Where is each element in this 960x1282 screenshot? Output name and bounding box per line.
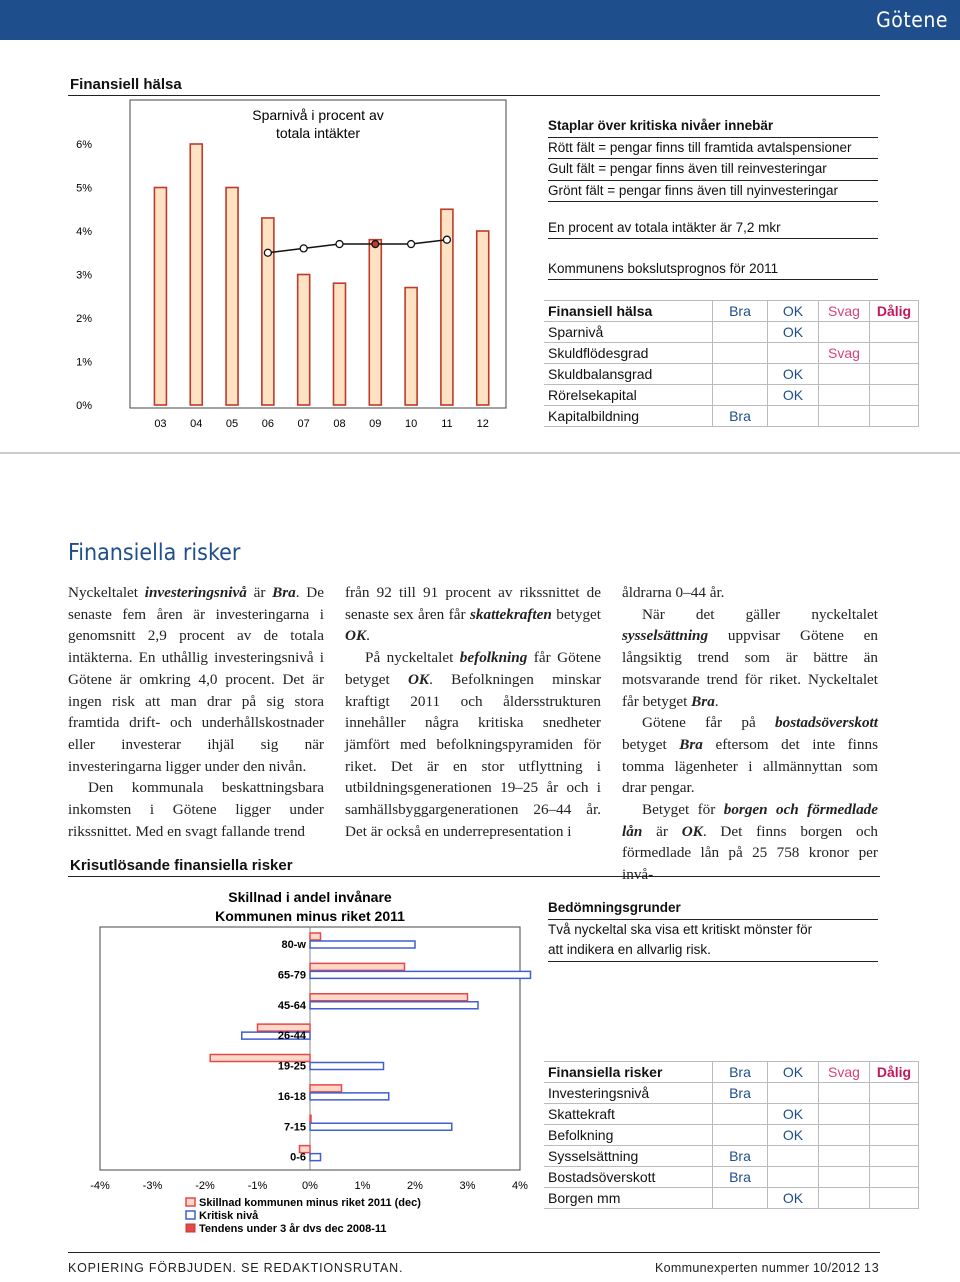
x-tick-label: 2% [407, 1180, 423, 1192]
rating-row [544, 1125, 919, 1146]
rating-header-0: Finansiella risker [544, 1062, 713, 1083]
x-tick-label: 06 [261, 418, 274, 430]
bar [405, 288, 417, 405]
rating-empty-cell [870, 322, 919, 343]
rating-empty-cell [713, 364, 768, 385]
x-tick-label: 3% [459, 1180, 476, 1192]
rating-header-3: Svag [819, 1062, 870, 1083]
rating-label: Skattekraft [544, 1104, 713, 1125]
age-group-label: 7-15 [283, 1121, 306, 1134]
rating-row [544, 364, 919, 385]
rating-header-1: Bra [713, 1062, 768, 1083]
rating-empty-cell [870, 364, 919, 385]
rating-value: OK [768, 1125, 819, 1146]
rating-value: Svag [819, 343, 870, 364]
difference-bar [310, 1154, 321, 1161]
rating-header-1: Bra [713, 301, 768, 322]
rating-header-4: Dålig [870, 1062, 919, 1083]
rating-value: Bra [713, 1083, 768, 1104]
rating-header-2: OK [768, 301, 819, 322]
rating-value: Bra [713, 406, 768, 427]
difference-bar [310, 1123, 452, 1130]
text-column-2 [345, 582, 601, 842]
trend-bar [310, 1085, 342, 1092]
rating-empty-cell [870, 1083, 919, 1104]
trend-bar [310, 1115, 311, 1122]
text-column-1 [68, 582, 324, 842]
chart-subtitle: totala intäkter [275, 125, 361, 141]
trend-bar [310, 963, 405, 970]
rating-value: Bra [713, 1167, 768, 1188]
rating-label: Kapitalbildning [544, 406, 713, 427]
savings-chart [70, 98, 516, 440]
page-separator [0, 452, 960, 454]
x-tick-label: 4% [512, 1180, 528, 1192]
difference-bar [310, 971, 531, 978]
rating-label: Rörelsekapital [544, 385, 713, 406]
rating-value: OK [768, 1188, 819, 1209]
rating-empty-cell [819, 385, 870, 406]
legend-box [548, 116, 878, 202]
x-tick-label: 10 [404, 418, 418, 430]
rating-empty-cell [713, 1125, 768, 1146]
rating-empty-cell [819, 1104, 870, 1125]
y-tick-label: 4% [76, 226, 92, 238]
legend-swatch-trend [186, 1224, 195, 1232]
rating-empty-cell [713, 1104, 768, 1125]
rating-value: OK [768, 385, 819, 406]
x-tick-label: 1% [354, 1180, 371, 1192]
assessment-line-2: att indikera en allvarlig risk. [548, 940, 878, 962]
difference-bar [310, 1002, 478, 1009]
rating-row [544, 322, 919, 343]
note-percent: En procent av totala intäkter är 7,2 mkr [548, 220, 878, 239]
rating-header-2: OK [768, 1062, 819, 1083]
x-tick-label: 12 [476, 418, 489, 430]
section-divider [68, 876, 880, 877]
bar [298, 275, 310, 406]
x-tick-label: -2% [195, 1180, 215, 1192]
trend-point [372, 241, 379, 248]
rating-empty-cell [768, 343, 819, 364]
chart-subtitle: Kommunen minus riket 2011 [215, 908, 405, 924]
rating-label: Borgen mm [544, 1188, 713, 1209]
chart-legend [186, 1197, 421, 1235]
paragraph: Betyget för borgen och förmedlade lån är OK. Det finns borgen och förmedlade lån på 25 758 kronor per invå- [622, 801, 878, 884]
y-tick-label: 1% [76, 356, 92, 369]
age-group-label: 80-w [281, 939, 306, 951]
rating-empty-cell [870, 406, 919, 427]
rating-row [544, 1104, 919, 1125]
rating-empty-cell [870, 1104, 919, 1125]
legend-yellow: Gult fält = pengar finns även till reinvesteringar [548, 159, 878, 181]
x-tick-label: 08 [333, 418, 346, 430]
paragraph: Nyckeltalet investeringsnivå är Bra. De senaste fem åren är investeringarna i genomsnitt 2,9 procent av de totala intäkterna. En uthållig investeringsnivå i Götene är omkring 4,0 procent. Det är ingen risk att man drar på sig stora framtida drift- och underhållskostnader eller investerar ihjäl sig när investeringarna ligger under den nivån. [68, 584, 324, 775]
rating-empty-cell [713, 385, 768, 406]
rating-empty-cell [768, 1167, 819, 1188]
age-group-label: 0-6 [290, 1151, 306, 1164]
difference-bar [310, 1063, 384, 1070]
y-tick-label: 0% [76, 400, 92, 412]
bar [190, 144, 202, 405]
rating-value: OK [768, 1104, 819, 1125]
rating-empty-cell [870, 1167, 919, 1188]
population-chart [62, 880, 544, 1235]
paragraph: På nyckeltalet befolkning får Götene betyget OK. Befolkningen minskar kraftigt 2011 och åldersstrukturen innehåller några kritiska snedheter jämfört med befolkningspyramiden för riket. Det är en stor utflyttning i utbildningsgenerationen 19–25 år och i samhällsbyggargenerationen 26–44 år. Det är också en underrepresentation i [345, 649, 602, 840]
note-prognos: Kommunens bokslutsprognos för 2011 [548, 261, 878, 280]
y-tick-label: 5% [76, 182, 92, 195]
bar [226, 188, 238, 406]
footer-publication: Kommunexperten nummer 10/2012 [655, 1261, 861, 1275]
y-tick-label: 6% [76, 139, 92, 151]
text-column-3 [622, 582, 878, 886]
rating-empty-cell [819, 1146, 870, 1167]
rating-empty-cell [713, 1188, 768, 1209]
rating-empty-cell [713, 322, 768, 343]
paragraph: från 92 till 91 procent av rikssnittet de senaste sex åren får skattekraften betyget OK. [345, 584, 602, 645]
trend-bar [310, 933, 321, 940]
age-group-label: 16-18 [277, 1090, 306, 1103]
x-tick-label: 07 [297, 418, 310, 430]
x-tick-label: 11 [441, 418, 453, 430]
x-tick-label: -3% [142, 1180, 163, 1192]
rating-label: Sysselsättning [544, 1146, 713, 1167]
footer-rule [68, 1252, 880, 1253]
section-divider [68, 95, 880, 96]
rating-empty-cell [870, 1146, 919, 1167]
difference-bar [310, 1093, 389, 1100]
bar [369, 240, 381, 405]
rating-empty-cell [768, 1083, 819, 1104]
rating-empty-cell [819, 1125, 870, 1146]
rating-header-4: Dålig [870, 301, 919, 322]
rating-label: Bostadsöverskott [544, 1167, 713, 1188]
rating-value: Bra [713, 1146, 768, 1167]
rating-empty-cell [819, 1167, 870, 1188]
section-heading-finansiell-halsa: Finansiell hälsa [70, 76, 182, 93]
x-tick-label: 05 [225, 418, 239, 430]
rating-table-risker [544, 1061, 919, 1209]
age-group-label: 65-79 [277, 969, 306, 982]
rating-empty-cell [819, 406, 870, 427]
rating-empty-cell [870, 385, 919, 406]
paragraph: åldrarna 0–44 år. [622, 584, 725, 601]
rating-row [544, 343, 919, 364]
paragraph: Götene får på bostadsöverskott betyget Bra eftersom det inte finns tomma lägenheter i allmännyttan som drar pengar. [622, 714, 878, 797]
rating-row [544, 406, 919, 427]
x-tick-label: -1% [247, 1180, 268, 1192]
rating-header-0: Finansiell hälsa [544, 301, 713, 322]
rating-empty-cell [713, 343, 768, 364]
rating-row [544, 385, 919, 406]
difference-bar [310, 941, 415, 948]
assessment-line-1: Två nyckeltal ska visa ett kritiskt mönster för [548, 921, 813, 937]
x-tick-label: 09 [369, 418, 382, 430]
x-tick-label: 04 [190, 418, 203, 430]
bar [333, 283, 345, 405]
legend-green: Grönt fält = pengar finns även till nyinvesteringar [548, 181, 878, 203]
legend-swatch-main [186, 1198, 195, 1206]
trend-point [443, 236, 450, 243]
trend-bar [310, 994, 468, 1001]
trend-point [408, 241, 415, 248]
rating-empty-cell [768, 406, 819, 427]
trend-point [264, 249, 271, 256]
rating-row [544, 1188, 919, 1209]
rating-empty-cell [819, 322, 870, 343]
rating-label: Skuldbalansgrad [544, 364, 713, 385]
municipality-title: Götene [876, 8, 948, 32]
y-tick-label: 3% [76, 269, 92, 282]
rating-empty-cell [819, 1083, 870, 1104]
rating-value: OK [768, 364, 819, 385]
rating-label: Skuldflödesgrad [544, 343, 713, 364]
legend-title: Staplar över kritiska nivåer innebär [548, 116, 878, 138]
rating-empty-cell [819, 1188, 870, 1209]
x-tick-label: 03 [154, 418, 167, 430]
rating-label: Sparnivå [544, 322, 713, 343]
section-heading-finansiella-risker: Finansiella risker [68, 540, 241, 566]
assessment-box [548, 898, 878, 962]
rating-row [544, 1083, 919, 1104]
bar [154, 188, 166, 406]
x-tick-label: -4% [90, 1180, 110, 1192]
rating-empty-cell [768, 1146, 819, 1167]
rating-empty-cell [870, 1188, 919, 1209]
chart-title: Sparnivå i procent av [252, 107, 384, 123]
trend-point [300, 245, 307, 252]
legend-red: Rött fält = pengar finns till framtida avtalspensioner [548, 138, 878, 160]
rating-label: Befolkning [544, 1125, 713, 1146]
paragraph: Den kommunala beskattningsbara inkomsten i Götene ligger under rikssnittet. Med en svagt fallande trend [68, 779, 324, 840]
section-heading-krisutlosande: Krisutlösande finansiella risker [70, 857, 293, 874]
y-tick-label: 2% [76, 313, 92, 325]
assessment-title: Bedömningsgrunder [548, 898, 878, 920]
rating-row [544, 1167, 919, 1188]
age-group-label: 26-44 [277, 1030, 306, 1043]
x-tick-label: 0% [302, 1180, 318, 1192]
rating-empty-cell [819, 364, 870, 385]
trend-point [336, 241, 343, 248]
legend-label-main: Skillnad kommunen minus riket 2011 (dec) [199, 1197, 421, 1209]
rating-value: OK [768, 322, 819, 343]
rating-table-halsa [544, 300, 919, 427]
rating-empty-cell [870, 1125, 919, 1146]
legend-swatch-critical [186, 1211, 195, 1219]
rating-label: Investeringsnivå [544, 1083, 713, 1104]
rating-row [544, 1146, 919, 1167]
age-group-label: 19-25 [277, 1060, 306, 1073]
legend-label-trend: Tendens under 3 år dvs dec 2008-11 [199, 1223, 387, 1235]
footer-copyright: KOPIERING FÖRBJUDEN. SE REDAKTIONSRUTAN. [68, 1261, 404, 1275]
footer-page-number: 13 [864, 1261, 880, 1275]
top-banner [0, 0, 960, 40]
paragraph: När det gäller nyckeltalet sysselsättning uppvisar Götene en långsiktig trend som är bättre än motsvarande trend för riket. Nyckeltalet får betyget Bra. [622, 605, 878, 710]
rating-header-3: Svag [819, 301, 870, 322]
age-group-label: 45-64 [277, 999, 306, 1012]
legend-label-critical: Kritisk nivå [199, 1210, 259, 1222]
chart-title: Skillnad i andel invånare [228, 889, 392, 905]
bar [477, 231, 489, 405]
rating-empty-cell [870, 343, 919, 364]
bar [262, 218, 274, 405]
